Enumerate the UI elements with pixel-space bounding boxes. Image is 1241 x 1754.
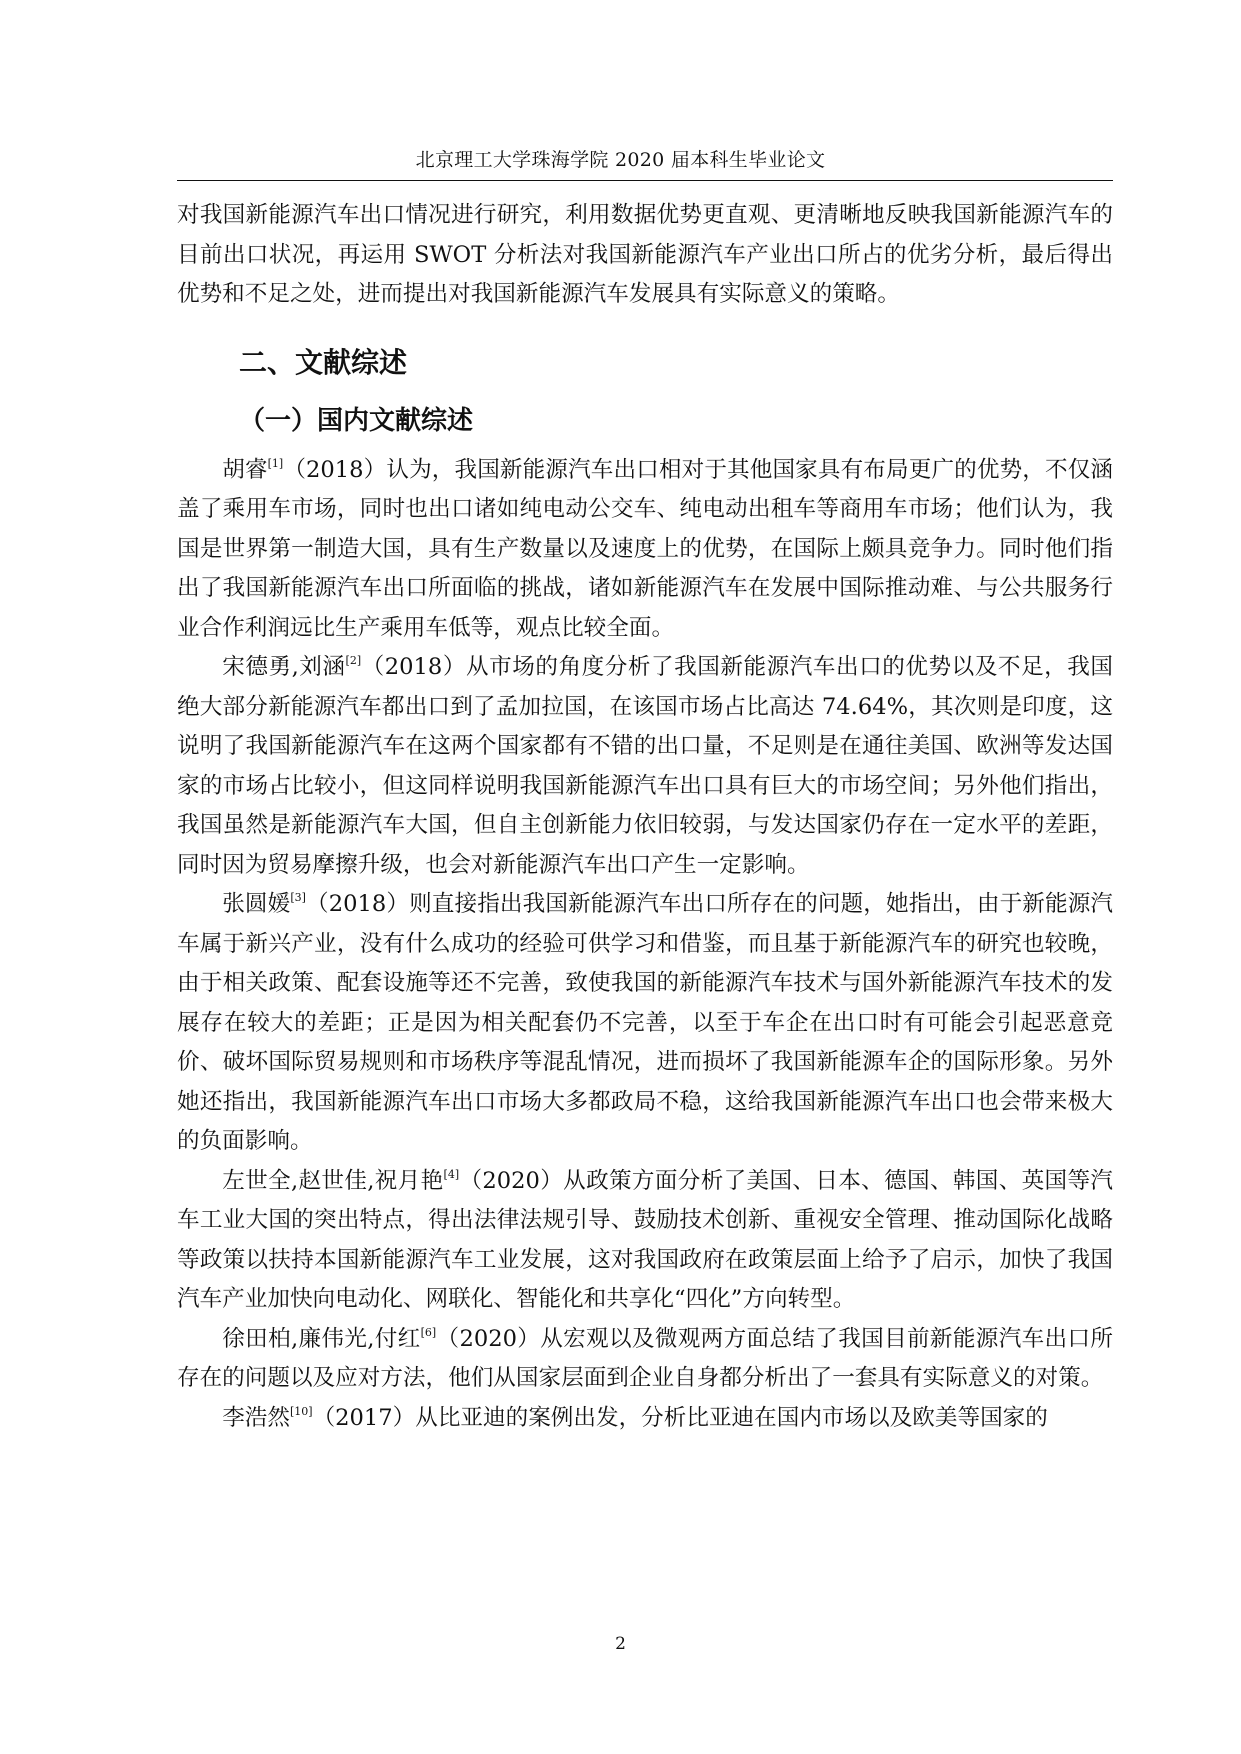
paragraph-text: （2018）认为，我国新能源汽车出口相对于其他国家具有布局更广的优势，不仅涵盖了乘用车市场，同时也出口诸如纯电动公交车、纯电动出租车等商用车市场；他们认为，我国是世界第一制造大国，具有生产数量以及速度上的优势，在国际上颇具竞争力。同时他们指出了我国新能源汽车出口所面临的挑战，诸如新能源汽车在发展中国际推动难、与公共服务行业合作利润远比生产乘用车低等，观点比较全面。 [177,456,1114,641]
author: 胡睿 [222,456,268,483]
header-rule [177,180,1113,181]
section-heading: 二、文献综述 [239,345,408,379]
paragraph-text: （2020）从政策方面分析了美国、日本、德国、韩国、英国等汽车工业大国的突出特点，得出法律法规引导、鼓励技术创新、重视安全管理、推动国际化战略等政策以扶持本国新能源汽车工业发展，这对我国政府在政策层面上给予了启示，加快了我国汽车产业加快向电动化、网联化、智能化和共享化“四化”方向转型。 [177,1167,1114,1312]
paragraph-hu-rui [177,451,1113,649]
author: 李浩然 [222,1404,290,1431]
paragraph-xu-tianbai [177,1320,1113,1399]
citation-ref: [4] [443,1167,460,1181]
citation-ref: [6] [420,1325,437,1339]
subsection-heading: （一）国内文献综述 [239,405,474,436]
author: 宋德勇,刘涵 [222,654,346,680]
citation-ref: [1] [267,456,284,470]
paragraph-zuo-shiquan [177,1162,1113,1320]
citation-ref: [2] [345,654,362,667]
page-number: 2 [615,1634,626,1654]
page-content [177,196,1113,1438]
citation-ref: [3] [290,891,306,904]
paragraph-text: （2017）从比亚迪的案例出发，分析比亚迪在国内市场以及欧美等国家的 [312,1404,1048,1431]
paragraph-li-haoran [177,1399,1113,1439]
paragraph-text: （2018）从市场的角度分析了我国新能源汽车出口的优势以及不足，我国绝大部分新能源汽车都出口到了孟加拉国，在该国市场占比高达 74.64%，其次则是印度，这说明了我国新能源汽车在这两个国家都有不错的出口量，不足则是在通往美国、欧洲等发达国家的市场占比较小，但这同样说明我国新能源汽车出口具有巨大的市场空间；另外他们指出，我国虽然是新能源汽车大国，但自主创新能力依旧较弱，与发达国家仍存在一定水平的差距，同时因为贸易摩擦升级，也会对新能源汽车出口产生一定影响。 [177,654,1113,878]
paragraph-text: （2020）从宏观以及微观两方面总结了我国目前新能源汽车出口所存在的问题以及应对方法，他们从国家层面到企业自身都分析出了一套具有实际意义的对策。 [177,1325,1113,1391]
author: 张圆媛 [222,891,291,917]
paragraph-song-deyong [177,648,1113,885]
running-header: 北京理工大学珠海学院 2020 届本科生毕业论文 [415,149,826,171]
author: 徐田柏,廉伟光,付红 [222,1325,421,1352]
paragraph-text: （2018）则直接指出我国新能源汽车出口所存在的问题，她指出，由于新能源汽车属于新兴产业，没有什么成功的经验可供学习和借鉴，而且基于新能源汽车的研究也较晚，由于相关政策、配套设施等还不完善，致使我国的新能源汽车技术与国外新能源汽车技术的发展存在较大的差距；正是因为相关配套仍不完善，以至于车企在出口时有可能会引起恶意竞价、破坏国际贸易规则和市场秩序等混乱情况，进而损坏了我国新能源车企的国际形象。另外她还指出，我国新能源汽车出口市场大多都政局不稳，这给我国新能源汽车出口也会带来极大的负面影响。 [177,891,1114,1154]
paragraph-zhang-yuanyuan [177,885,1113,1162]
author: 左世全,赵世佳,祝月艳 [222,1167,444,1194]
intro-paragraph: 对我国新能源汽车出口情况进行研究，利用数据优势更直观、更清晰地反映我国新能源汽车的目前出口状况，再运用 SWOT 分析法对我国新能源汽车产业出口所占的优劣分析，最后得出优势和不足之处，进而提出对我国新能源汽车发展具有实际意义的策略。 [177,202,1113,307]
citation-ref: [10] [289,1404,313,1418]
